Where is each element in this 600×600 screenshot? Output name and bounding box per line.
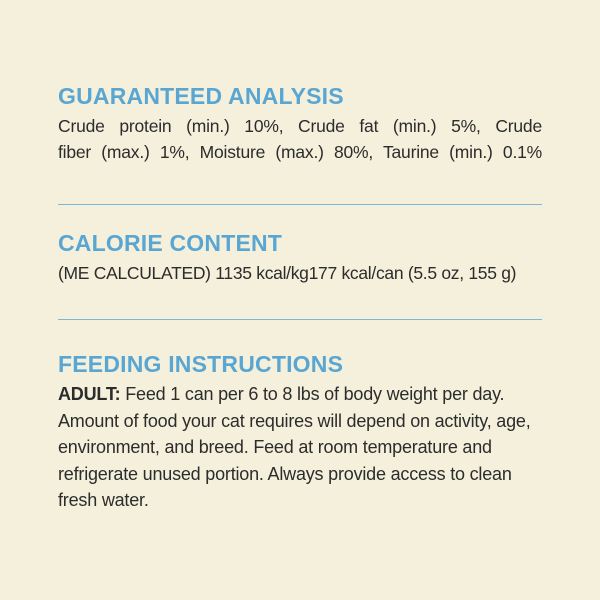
calorie-content-title: CALORIE CONTENT — [58, 230, 283, 256]
adult-label: ADULT: — [58, 384, 121, 404]
guaranteed-analysis-line-1: Crude protein (min.) 10%, Crude fat (min.) 5%, Crude — [58, 116, 542, 136]
feeding-instructions-body: Feed 1 can per 6 to 8 lbs of body weight per day. Amount of food your cat requires will depend on activity, age, environment, and breed. Feed at room temperature and refrigerate unused portion. Always provide access to clean fresh water. — [58, 384, 531, 510]
guaranteed-analysis-line-2: fiber (max.) 1%, Moisture (max.) 80%, Taurine (min.) 0.1% — [58, 142, 542, 162]
calorie-content-section — [58, 229, 542, 286]
guaranteed-analysis-title: GUARANTEED ANALYSIS — [58, 83, 344, 109]
feeding-instructions-section — [58, 350, 542, 514]
guaranteed-analysis-text — [58, 113, 542, 165]
feeding-instructions-title: FEEDING INSTRUCTIONS — [58, 351, 344, 377]
divider — [58, 319, 542, 320]
guaranteed-analysis-section — [58, 82, 542, 165]
divider — [58, 204, 542, 205]
calorie-content-text: (ME CALCULATED) 1135 kcal/kg177 kcal/can (5.5 oz, 155 g) — [58, 263, 517, 283]
feeding-instructions-text — [58, 381, 542, 514]
